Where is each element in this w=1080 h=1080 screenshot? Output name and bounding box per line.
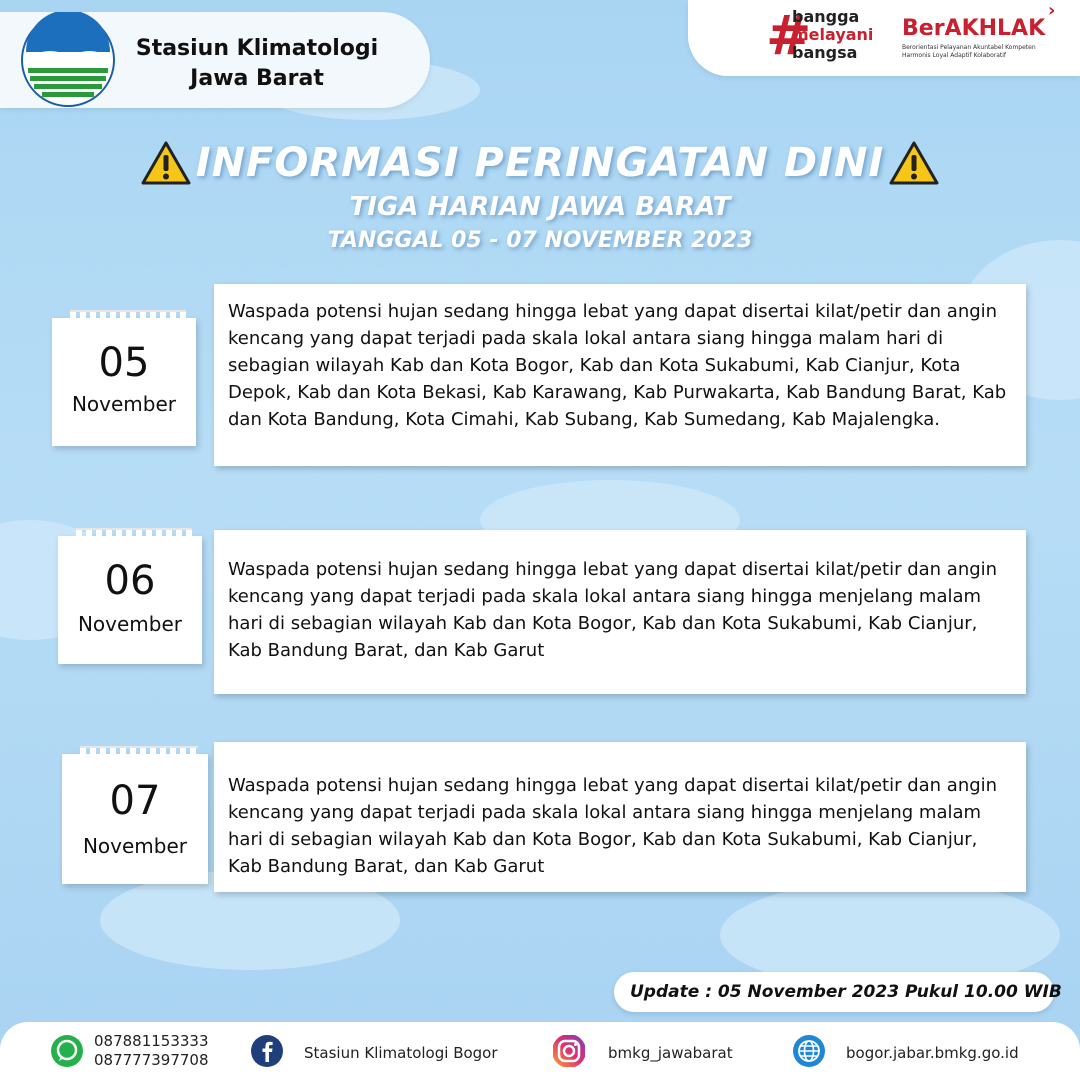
day-number: 07 (109, 778, 161, 824)
bangga-line3: bangsa (792, 43, 858, 62)
website-link[interactable]: bogor.jabar.bmkg.go.id (846, 1044, 1019, 1062)
facebook-link[interactable]: Stasiun Klimatologi Bogor (304, 1044, 498, 1062)
warning-box-day-1 (214, 284, 1026, 466)
bangga-line2: melayani (792, 25, 874, 44)
day-month: November (77, 612, 183, 636)
day-number: 05 (98, 340, 150, 386)
calendar-rings (70, 310, 186, 322)
bangga-line1: bangga (792, 7, 860, 26)
berakhlak-logo: BerAKHLAK (902, 16, 1046, 41)
berakhlak-tagline: Berorientasi Pelayanan Akuntabel Kompeten Harmonis Loyal Adaptif Kolaboratif (902, 44, 1036, 59)
calendar-rings (80, 746, 198, 758)
station-line1: Stasiun Klimatologi (135, 36, 379, 61)
bangga-melayani-bangsa-logo (792, 8, 873, 62)
chevron-right-icon: › (1048, 0, 1056, 21)
warning-text: Waspada potensi hujan sedang hingga lebat yang dapat disertai kilat/petir dan angin kencang yang dapat terjadi pada skala lokal antara siang hingga malam hari di sebagian wilayah Kab dan Kota Bogor, Kab dan Kota Sukabumi, Kab Cianjur, Kota Depok, Kab dan Kota Bekasi, Kab Karawang, Kab Purwakarta, Kab Bandung Barat, Kab dan Kota Bandung, Kota Cimahi, Kab Subang, Kab Sumedang, Kab Majalengka. (228, 301, 1007, 430)
facebook-icon[interactable] (250, 1034, 284, 1068)
date-card-day-1 (52, 318, 196, 446)
warning-text: Waspada potensi hujan sedang hingga lebat yang dapat disertai kilat/petir dan angin kencang yang dapat terjadi pada skala lokal antara siang hingga menjelang malam hari di sebagian wilayah Kab dan Kota Bogor, Kab dan Kota Sukabumi, Kab Cianjur, Kab Bandung Barat, dan Kab Garut (228, 775, 998, 877)
warning-box-day-2 (214, 530, 1026, 694)
header-brand-panel (688, 0, 1080, 76)
page-subtitle: TIGA HARIAN JAWA BARAT (349, 192, 731, 222)
title-row (0, 140, 1080, 186)
day-month: November (82, 834, 188, 858)
instagram-link[interactable]: bmkg_jawabarat (608, 1044, 733, 1062)
warning-box-day-3 (214, 742, 1026, 892)
phone-number-2[interactable]: 087777397708 (94, 1051, 209, 1069)
whatsapp-icon[interactable] (50, 1034, 84, 1068)
hashtag-icon: # (766, 4, 812, 67)
update-badge: Update : 05 November 2023 Pukul 10.00 WIB (614, 972, 1054, 1012)
instagram-icon[interactable] (552, 1034, 586, 1068)
footer-contact-bar (0, 1022, 1080, 1080)
phone-numbers[interactable] (94, 1032, 209, 1070)
page-title: INFORMASI PERINGATAN DINI (195, 140, 885, 186)
station-line2: Jawa Barat (190, 66, 324, 91)
bmkg-logo-icon (20, 12, 116, 108)
day-number: 06 (104, 558, 156, 604)
warning-icon (141, 140, 191, 186)
date-card-day-3 (62, 754, 208, 884)
date-range: TANGGAL 05 - 07 NOVEMBER 2023 (327, 228, 753, 253)
day-month: November (71, 392, 177, 416)
date-card-day-2 (58, 536, 202, 664)
globe-icon[interactable] (792, 1034, 826, 1068)
phone-number-1[interactable]: 087881153333 (94, 1032, 209, 1050)
warning-icon (889, 140, 939, 186)
calendar-rings (76, 528, 192, 540)
station-name (122, 34, 392, 94)
warning-text: Waspada potensi hujan sedang hingga lebat yang dapat disertai kilat/petir dan angin kencang yang dapat terjadi pada skala lokal antara siang hingga menjelang malam hari di sebagian wilayah Kab dan Kota Bogor, Kab dan Kota Sukabumi, Kab Cianjur, Kab Bandung Barat, dan Kab Garut (228, 559, 998, 661)
